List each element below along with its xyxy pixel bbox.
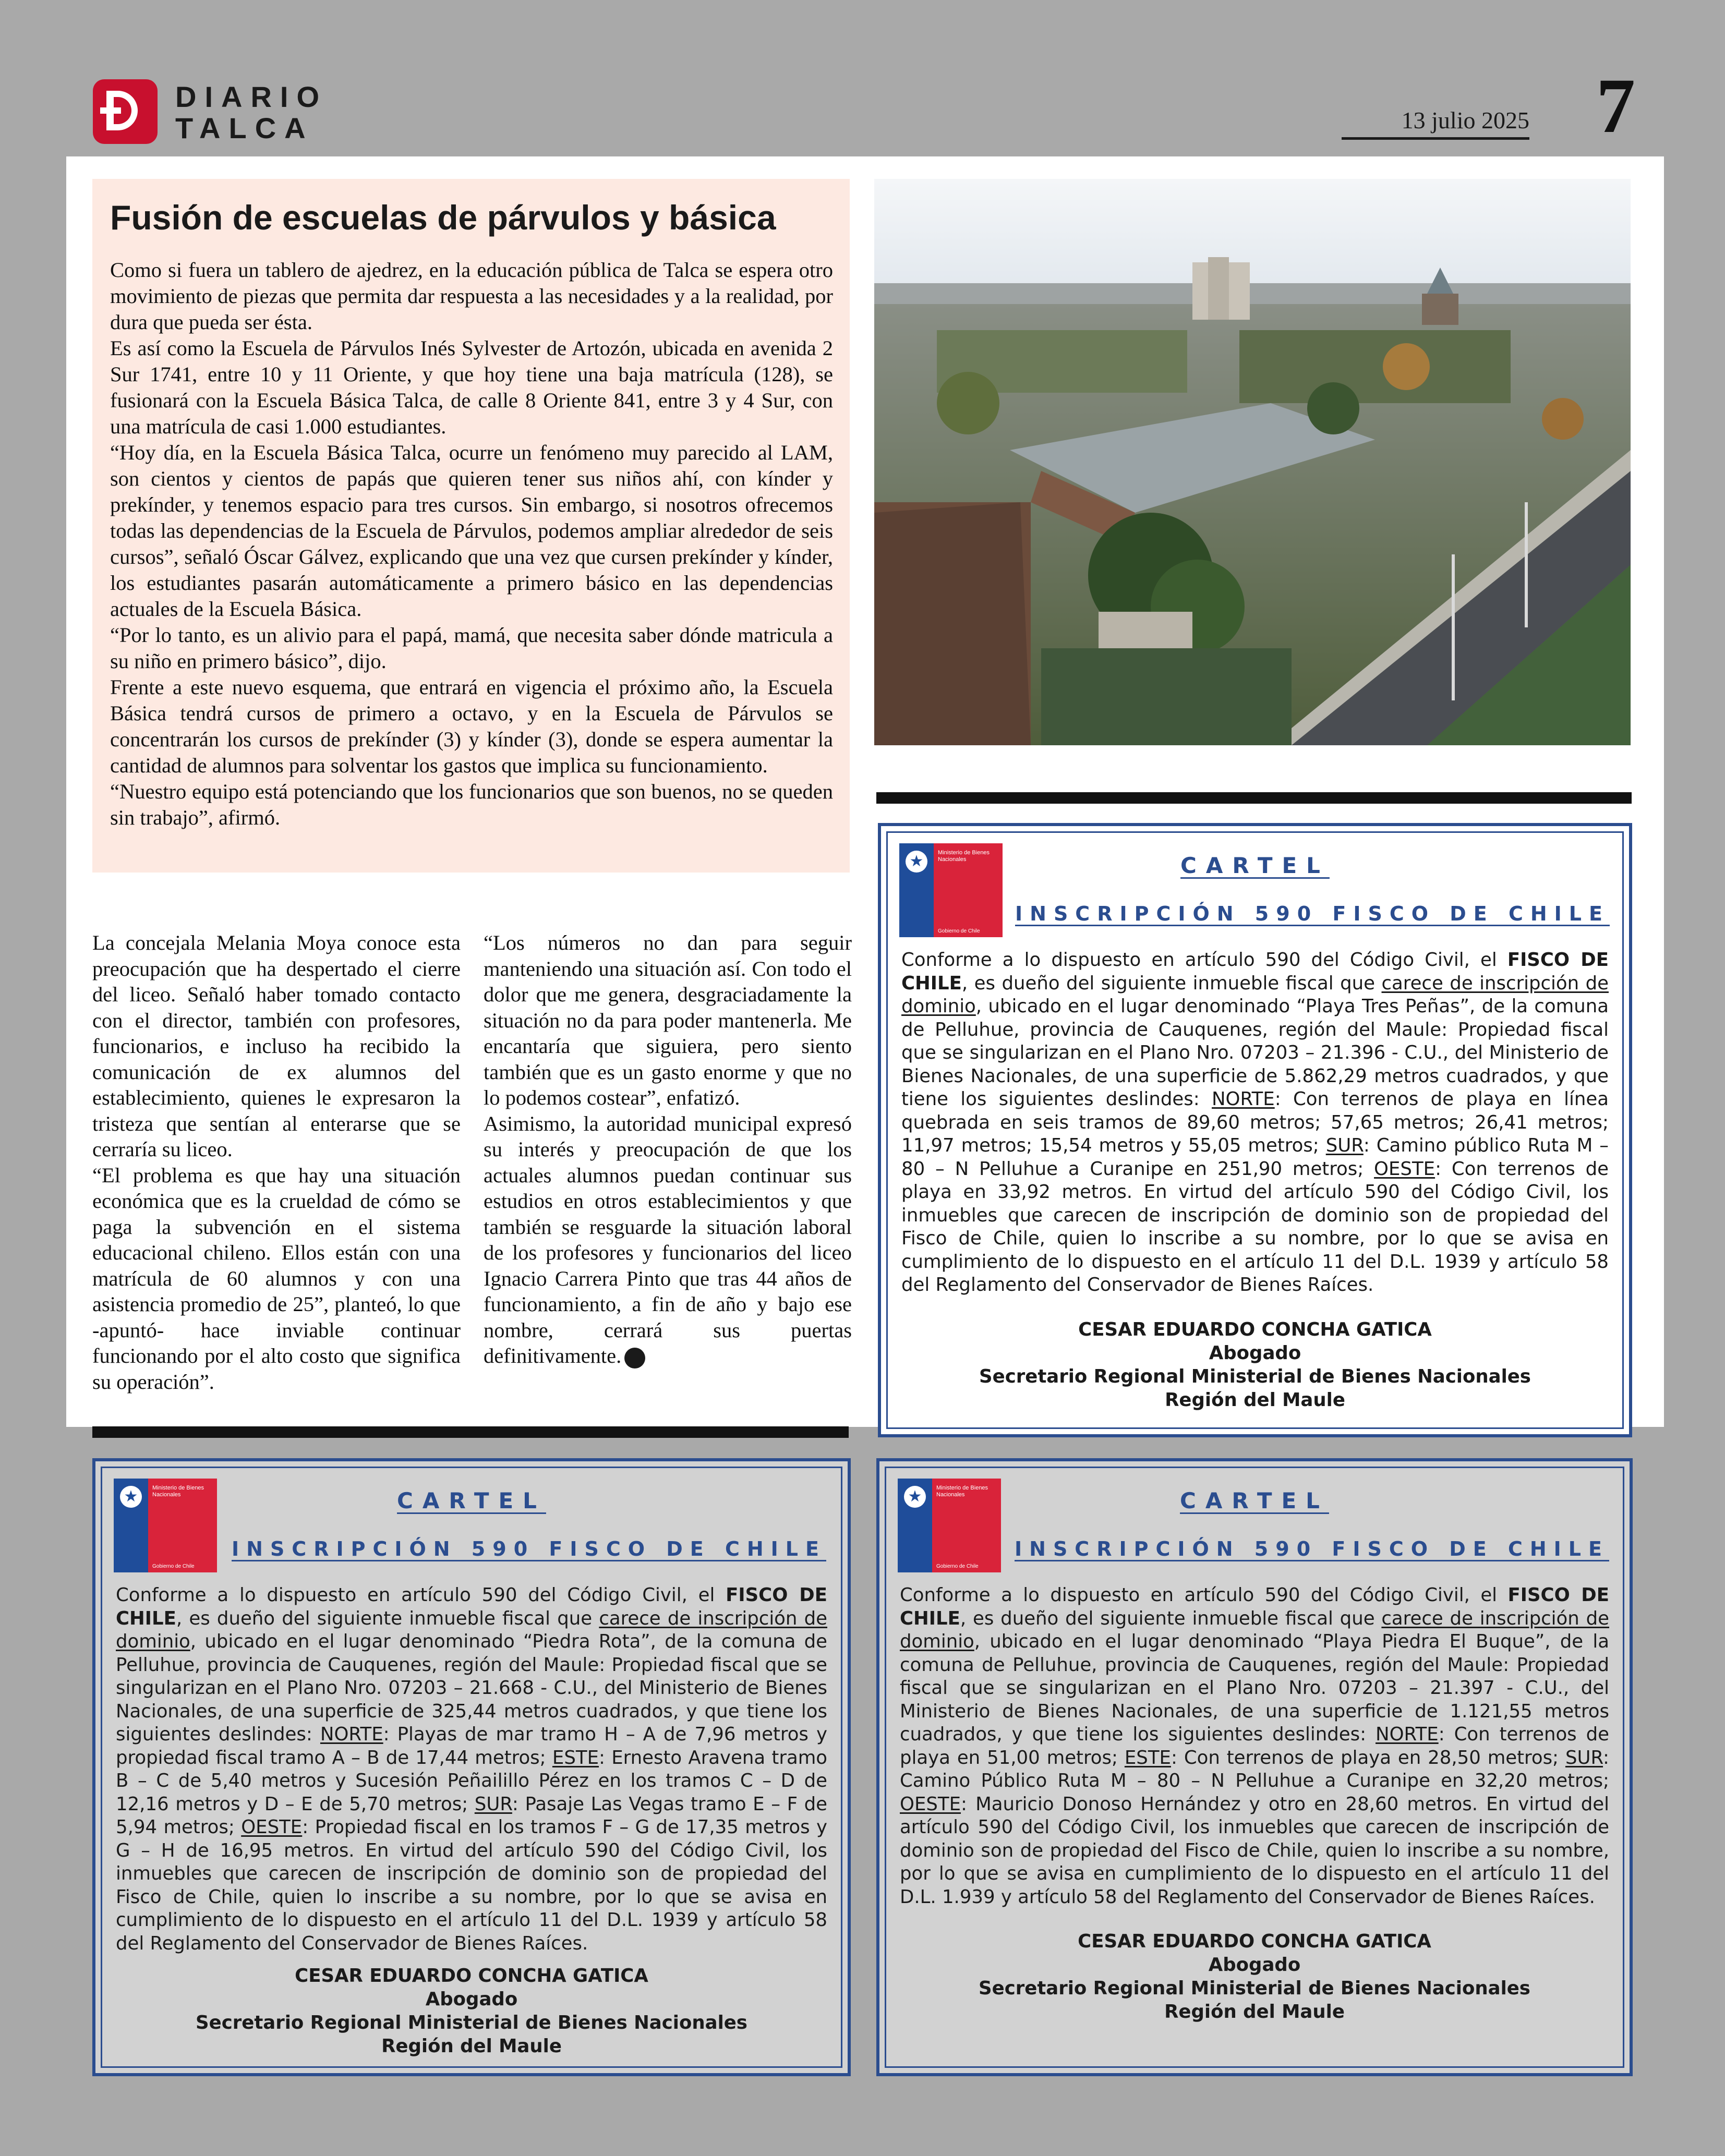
signer-role: Abogado (1208, 1954, 1301, 1976)
cartel-inner-border (101, 1467, 842, 2068)
section-divider (876, 792, 1632, 804)
legal-notice-cartel-2 (92, 1458, 851, 2076)
logo-icon (93, 79, 158, 144)
issue-date: 13 julio 2025 (1342, 106, 1529, 140)
article-paragraph (484, 1111, 852, 1369)
legal-notice-cartel-3 (876, 1458, 1633, 2076)
article-paragraph: La concejala Melania Moya conoce esta preocupación que ha despertado el cierre del liceo. Señaló haber tomado contacto con el director, también con profesores, funcionarios, e incluso ha recibido la comunicación de ex alumnos del establecimiento, quienes le expresaron la tristeza que sentían al enterarse que se cerraría su liceo. (92, 931, 461, 1161)
article-paragraph: “Los números no dan para seguir manteniendo una situación así. Con todo el dolor que me genera, desgraciadamente la situación no da para poder mantenerla. Me encantaría que siguiera, pero siento también que es un gasto enorme y que no lo podemos costear”, enfatizó. (484, 931, 852, 1109)
cartel-body: Conforme a lo dispuesto en artículo 590 del Código Civil, el FISCO DE CHILE, es dueño del siguiente inmueble fiscal que carece de inscripción de dominio, ubicado en el lugar denominado “Piedra Rota”, de la comuna de Pelluhue, provincia de Cauquenes, región del Maule: Propiedad fiscal que se singularizan en el Plano Nro. 07203 – 21.668 - C.U., del Ministerio de Bienes Nacionales, de una superficie de 325,44 metros cuadrados, y que tiene los siguientes deslindes: NORTE: Playas de mar tramo H – A de 7,96 metros y propiedad fiscal tramo A – B de 17,44 metros; ESTE: Ernesto Aravena tramo B – C de 5,40 metros y Sucesión Peñailillo Pérez en los tramos C – D de 12,16 metros y D – E de 5,70 metros; SUR: Pasaje Las Vegas tramo E – F de 5,94 metros; OESTE: Propiedad fiscal en los tramos F – G de 17,35 metros y G – H de 16,95 metros. En virtud del artículo 590 del Código Civil, los inmuebles que carecen de inscripción de dominio son de propiedad del Fisco de Chile, quien lo inscribe a su nombre, por lo que se avisa en cumplimiento de lo dispuesto en el artículo 11 del D.L. 1939 y artículo 58 del Reglamento del Conservador de Bienes Raíces. (116, 1584, 827, 1954)
dominio-underlined: carece de inscripción de dominio (116, 1607, 827, 1652)
feature-paragraph: “Hoy día, en la Escuela Básica Talca, ocurre un fenómeno muy parecido al LAM, son cientos y cientos de papás que quieren tener sus niños ahí, con kínder y prekínder, y tenemos espacio para tres cursos. Sin embargo, si nosotros ofrecemos todas las dependencias de la Escuela de Párvulos, podemos ampliar alrededor de seis cursos”, señaló Óscar Gálvez, explicando que una vez que cursen prekínder y kínder, los estudiantes pasarán automáticamente a primero básico en las dependencias actuales de la Escuela Básica. (110, 441, 833, 621)
fisco-bold: FISCO DE CHILE (116, 1584, 827, 1629)
signer-role: Abogado (1209, 1342, 1301, 1364)
article-paragraph: “El problema es que hay una situación económica que es la crueldad de cómo se paga la subvención en el sistema educacional chileno. Ellos están con una matrícula de 60 alumnos y con una asistencia promedio de 25”, planteó, lo que -apuntó- hace inviable continuar funcionando por el alto costo que significa su operación”. (92, 1163, 461, 1394)
brand-line-1: DIARIO (175, 80, 328, 113)
coat-of-arms-icon: ★ (906, 851, 927, 873)
signer-position: Secretario Regional Ministerial de Bienes Nacionales (196, 2012, 747, 2033)
signer-region: Región del Maule (381, 2036, 562, 2057)
fisco-bold: FISCO DE CHILE (901, 949, 1609, 994)
cartel-subtitle: INSCRIPCIÓN 590 FISCO DE CHILE (1015, 1537, 1609, 1560)
page-number: 7 (1596, 63, 1635, 149)
boundary-sur: SUR (1565, 1747, 1603, 1769)
cartel-signature (102, 1964, 841, 2058)
boundary-este: ESTE (552, 1747, 599, 1769)
section-divider (92, 1426, 849, 1438)
boundary-norte: NORTE (1376, 1724, 1439, 1745)
feature-paragraph: Es así como la Escuela de Párvulos Inés Sylvester de Artozón, ubicada en avenida 2 Sur 1741, entre 10 y 11 Oriente, y que hoy tiene una baja matrícula (128), se fusionará con la Escuela Básica Talca, de calle 8 Oriente 841, entre 3 y 4 Sur, con una matrícula de casi 1.000 estudiantes. (110, 336, 833, 438)
article-column-2 (484, 930, 852, 1369)
logo-ministry-text: Ministerio de Bienes Nacionales (938, 850, 990, 863)
signer-position: Secretario Regional Ministerial de Bienes Nacionales (979, 1978, 1530, 1999)
aerial-photo (874, 179, 1631, 745)
boundary-norte: NORTE (1212, 1088, 1275, 1110)
cartel-title: CARTEL (1180, 1488, 1329, 1513)
newspaper-logo (93, 79, 328, 144)
logo-government-text: Gobierno de Chile (152, 1564, 195, 1569)
feature-title: Fusión de escuelas de párvulos y básica (110, 198, 776, 237)
boundary-sur: SUR (474, 1793, 512, 1815)
boundary-este: ESTE (1124, 1747, 1171, 1769)
aerial-city-image (874, 179, 1631, 745)
signer-region: Región del Maule (1164, 2001, 1345, 2022)
feature-paragraph: “Nuestro equipo está potenciando que los funcionarios que son buenos, no se queden sin trabajo”, afirmó. (110, 780, 833, 829)
fisco-bold: FISCO DE CHILE (900, 1584, 1609, 1629)
feature-paragraph: Frente a este nuevo esquema, que entrará en vigencia el próximo año, la Escuela Básica tendrá cursos de primero a octavo, y en la Escuela de Párvulos se concentrarán los cursos de prekínder (3) y kínder (3), donde se espera aumentar la cantidad de alumnos para solventar los gastos que implica su funcionamiento. (110, 675, 833, 777)
article-paragraph-text: Asimismo, la autoridad municipal expresó su interés y preocupación de que los actuales alumnos puedan continuar sus estudios en otros establecimientos y que también se resguarde la situación laboral de los profesores y funcionarios del liceo Ignacio Carrera Pinto que tras 44 años de funcionamiento, a fin de año y bajo ese nombre, cerrará sus puertas definitivamente. (484, 1111, 852, 1367)
cartel-subtitle: INSCRIPCIÓN 590 FISCO DE CHILE (232, 1537, 826, 1560)
boundary-norte: NORTE (320, 1724, 383, 1745)
cartel-inner-border (885, 1467, 1624, 2068)
dominio-underlined: carece de inscripción de dominio (901, 972, 1609, 1017)
feature-text (110, 257, 833, 831)
feature-paragraph: Como si fuera un tablero de ajedrez, en la educación pública de Talca se espera otro movimiento de piezas que permita dar respuesta a las necesidades y a la realidad, por dura que pueda ser ésta. (110, 258, 833, 334)
feature-box (92, 179, 850, 873)
cartel-signature (888, 1318, 1622, 1412)
logo-government-text: Gobierno de Chile (938, 928, 980, 934)
cartel-title: CARTEL (397, 1488, 546, 1513)
coat-of-arms-icon: ★ (904, 1486, 926, 1508)
feature-paragraph: “Por lo tanto, es un alivio para el papá, mamá, que necesita saber dónde matricula a su niño en primero básico”, dijo. (110, 623, 833, 673)
cartel-body: Conforme a lo dispuesto en artículo 590 del Código Civil, el FISCO DE CHILE, es dueño del siguiente inmueble fiscal que carece de inscripción de dominio, ubicado en el lugar denominado “Playa Tres Peñas”, de la comuna de Pelluhue, provincia de Cauquenes, región del Maule: Propiedad fiscal que se singularizan en el Plano Nro. 07203 – 21.396 - C.U., del Ministerio de Bienes Nacionales, de una superficie de 5.862,29 metros cuadrados, y que tiene los siguientes deslindes: NORTE: Con terrenos de playa en línea quebrada en seis tramos de 89,60 metros; 57,65 metros; 26,41 metros; 11,97 metros; 15,54 metros y 55,05 metros; SUR: Camino público Ruta M – 80 – N Pelluhue a Curanipe en 251,90 metros; OESTE: Con terrenos de playa en 33,92 metros. En virtud del artículo 590 del Código Civil, los inmuebles que carecen de inscripción de dominio son de propiedad del Fisco de Chile, quien lo inscribe a su nombre, por lo que se avisa en cumplimiento de lo dispuesto en el artículo 11 del D.L. 1939 y artículo 58 del Reglamento del Conservador de Bienes Raíces. (901, 949, 1609, 1295)
boundary-oeste: OESTE (1374, 1158, 1436, 1180)
boundary-oeste: OESTE (241, 1816, 303, 1838)
dominio-underlined: carece de inscripción de dominio (900, 1607, 1609, 1652)
boundary-sur: SUR (1325, 1135, 1364, 1156)
signer-region: Región del Maule (1165, 1389, 1345, 1411)
coat-of-arms-icon: ★ (120, 1486, 142, 1508)
signer-role: Abogado (425, 1989, 518, 2010)
signer-name: CESAR EDUARDO CONCHA GATICA (295, 1965, 648, 1987)
brand-line-2: TALCA (175, 112, 314, 144)
end-of-article-icon (624, 1348, 645, 1368)
cartel-title: CARTEL (1180, 853, 1330, 878)
logo-ministry-text: Ministerio de Bienes Nacionales (152, 1485, 204, 1498)
signer-name: CESAR EDUARDO CONCHA GATICA (1078, 1319, 1432, 1340)
legal-notice-cartel-1 (878, 823, 1632, 1437)
logo-ministry-text: Ministerio de Bienes Nacionales (936, 1485, 988, 1498)
signer-name: CESAR EDUARDO CONCHA GATICA (1078, 1931, 1431, 1952)
article-column-1 (92, 930, 461, 1395)
signer-position: Secretario Regional Ministerial de Bienes Nacionales (979, 1366, 1531, 1387)
boundary-oeste: OESTE (900, 1793, 961, 1815)
logo-government-text: Gobierno de Chile (936, 1564, 979, 1569)
cartel-subtitle: INSCRIPCIÓN 590 FISCO DE CHILE (1015, 902, 1610, 925)
cartel-inner-border (886, 831, 1624, 1429)
cartel-signature (886, 1930, 1623, 2024)
cartel-body: Conforme a lo dispuesto en artículo 590 del Código Civil, el FISCO DE CHILE, es dueño del siguiente inmueble fiscal que carece de inscripción de dominio, ubicado en el lugar denominado “Playa Piedra El Buque”, de la comuna de Pelluhue, provincia de Cauquenes, región del Maule: Propiedad fiscal que se singularizan en el Plano Nro. 07203 – 21.397 - C.U., del Ministerio de Bienes Nacionales, de una superficie de 1.121,55 metros cuadrados, y que tiene los siguientes deslindes: NORTE: Con terrenos de playa en 51,00 metros; ESTE: Con terrenos de playa en 28,50 metros; SUR: Camino Público Ruta M – 80 – N Pelluhue a Curanipe en 32,20 metros; OESTE: Mauricio Donoso Hernández y otro en 28,60 metros. En virtud del artículo 590 del Código Civil, los inmuebles que carecen de inscripción de dominio son de propiedad del Fisco de Chile, quien lo inscribe a su nombre, por lo que se avisa en cumplimiento de lo dispuesto en el artículo 11 del D.L. 1.939 y artículo 58 del Reglamento del Conservador de Bienes Raíces. (900, 1584, 1609, 1908)
